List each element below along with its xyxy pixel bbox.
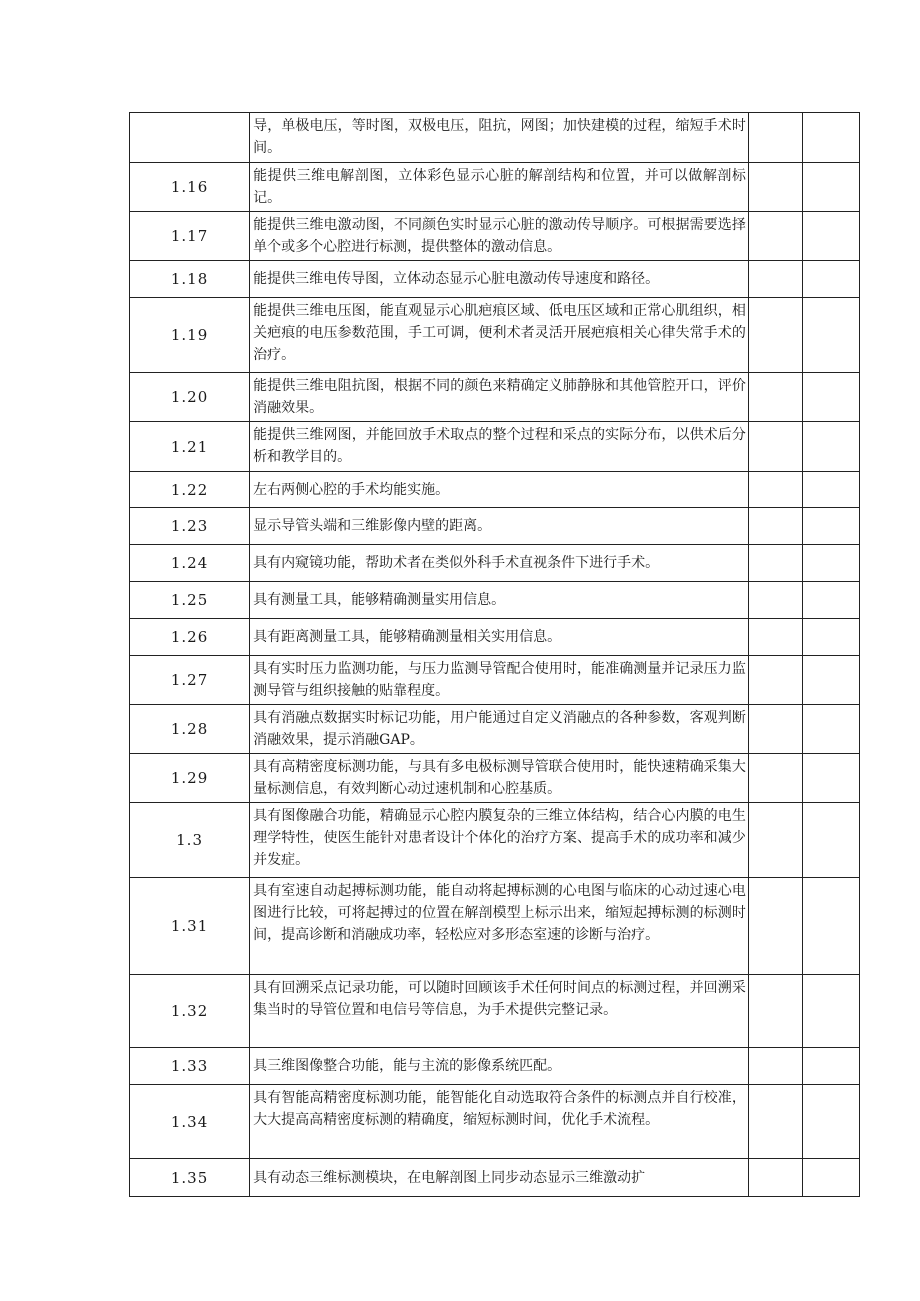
item-description: 能提供三维网图，并能回放手术取点的整个过程和采点的实际分布，以供术后分析和教学目的。 — [250, 422, 749, 472]
table-row — [130, 212, 860, 261]
table-row — [130, 1159, 860, 1197]
item-description: 具有测量工具，能够精确测量实用信息。 — [250, 582, 749, 619]
blank-cell — [748, 545, 802, 582]
blank-cell — [748, 803, 802, 878]
blank-cell — [802, 754, 859, 803]
blank-cell — [802, 1048, 859, 1085]
blank-cell — [802, 803, 859, 878]
table-row — [130, 298, 860, 373]
blank-cell — [748, 619, 802, 656]
item-description: 具有图像融合功能，精确显示心腔内膜复杂的三维立体结构，结合心内膜的电生理学特性，使医生能针对患者设计个体化的治疗方案、提高手术的成功率和减少并发症。 — [250, 803, 749, 878]
table-row — [130, 472, 860, 508]
item-description: 具有内窥镜功能，帮助术者在类似外科手术直视条件下进行手术。 — [250, 545, 749, 582]
table-row — [130, 261, 860, 298]
blank-cell — [802, 113, 859, 163]
item-number: 1.31 — [130, 878, 250, 975]
item-description: 具有实时压力监测功能，与压力监测导管配合使用时，能准确测量并记录压力监测导管与组织接触的贴靠程度。 — [250, 656, 749, 705]
item-number: 1.29 — [130, 754, 250, 803]
table-row — [130, 619, 860, 656]
blank-cell — [802, 1085, 859, 1159]
table-row — [130, 975, 860, 1048]
item-description: 显示导管头端和三维影像内壁的距离。 — [250, 508, 749, 545]
item-number: 1.34 — [130, 1085, 250, 1159]
item-description: 具有消融点数据实时标记功能，用户能通过自定义消融点的各种参数，客观判断消融效果，提示消融GAP。 — [250, 705, 749, 754]
table-row — [130, 508, 860, 545]
table-row — [130, 803, 860, 878]
blank-cell — [748, 163, 802, 212]
table-row — [130, 373, 860, 422]
item-description: 能提供三维电激动图，不同颜色实时显示心脏的激动传导顺序。可根据需要选择单个或多个心腔进行标测，提供整体的激动信息。 — [250, 212, 749, 261]
item-description: 导，单极电压，等时图，双极电压，阻抗，网图；加快建模的过程，缩短手术时间。 — [250, 113, 749, 163]
blank-cell — [748, 298, 802, 373]
item-description: 具有高精密度标测功能，与具有多电极标测导管联合使用时，能快速精确采集大量标测信息，有效判断心动过速机制和心腔基质。 — [250, 754, 749, 803]
blank-cell — [748, 212, 802, 261]
item-description: 左右两侧心腔的手术均能实施。 — [250, 472, 749, 508]
blank-cell — [802, 373, 859, 422]
table-row — [130, 754, 860, 803]
blank-cell — [802, 163, 859, 212]
blank-cell — [802, 975, 859, 1048]
table-row — [130, 163, 860, 212]
item-number: 1.26 — [130, 619, 250, 656]
table-row — [130, 582, 860, 619]
blank-cell — [802, 545, 859, 582]
item-number — [130, 113, 250, 163]
item-description: 具有距离测量工具，能够精确测量相关实用信息。 — [250, 619, 749, 656]
item-description: 能提供三维电传导图，立体动态显示心脏电激动传导速度和路径。 — [250, 261, 749, 298]
blank-cell — [748, 656, 802, 705]
item-number: 1.27 — [130, 656, 250, 705]
item-number: 1.19 — [130, 298, 250, 373]
item-description: 能提供三维电解剖图，立体彩色显示心脏的解剖结构和位置，并可以做解剖标记。 — [250, 163, 749, 212]
table-row — [130, 705, 860, 754]
table-row — [130, 545, 860, 582]
item-description: 具有回溯采点记录功能，可以随时回顾该手术任何时间点的标测过程，并回溯采集当时的导管位置和电信号等信息，为手术提供完整记录。 — [250, 975, 749, 1048]
table-row — [130, 422, 860, 472]
item-number: 1.3 — [130, 803, 250, 878]
blank-cell — [802, 472, 859, 508]
item-number: 1.25 — [130, 582, 250, 619]
item-number: 1.22 — [130, 472, 250, 508]
item-number: 1.32 — [130, 975, 250, 1048]
item-description: 具有室速自动起搏标测功能，能自动将起搏标测的心电图与临床的心动过速心电图进行比较，可将起搏过的位置在解剖模型上标示出来，缩短起搏标测的标测时间，提高诊断和消融成功率，轻松应对多形态室速的诊断与治疗。 — [250, 878, 749, 975]
item-number: 1.21 — [130, 422, 250, 472]
blank-cell — [802, 298, 859, 373]
blank-cell — [802, 422, 859, 472]
blank-cell — [748, 582, 802, 619]
table-row — [130, 113, 860, 163]
blank-cell — [748, 508, 802, 545]
blank-cell — [748, 373, 802, 422]
item-number: 1.18 — [130, 261, 250, 298]
blank-cell — [748, 1085, 802, 1159]
blank-cell — [802, 508, 859, 545]
table-row — [130, 1048, 860, 1085]
spec-table — [129, 112, 860, 1197]
blank-cell — [748, 754, 802, 803]
item-number: 1.23 — [130, 508, 250, 545]
item-description: 具有动态三维标测模块，在电解剖图上同步动态显示三维激动扩 — [250, 1159, 749, 1197]
blank-cell — [802, 619, 859, 656]
blank-cell — [748, 1159, 802, 1197]
item-description: 具有智能高精密度标测功能，能智能化自动选取符合条件的标测点并自行校准，大大提高高精密度标测的精确度，缩短标测时间，优化手术流程。 — [250, 1085, 749, 1159]
blank-cell — [802, 212, 859, 261]
blank-cell — [748, 422, 802, 472]
table-row — [130, 1085, 860, 1159]
table-row — [130, 878, 860, 975]
item-number: 1.16 — [130, 163, 250, 212]
blank-cell — [748, 1048, 802, 1085]
item-description: 能提供三维电阻抗图，根据不同的颜色来精确定义肺静脉和其他管腔开口，评价消融效果。 — [250, 373, 749, 422]
item-number: 1.28 — [130, 705, 250, 754]
blank-cell — [748, 472, 802, 508]
blank-cell — [802, 261, 859, 298]
blank-cell — [802, 656, 859, 705]
item-number: 1.33 — [130, 1048, 250, 1085]
item-number: 1.17 — [130, 212, 250, 261]
blank-cell — [802, 878, 859, 975]
blank-cell — [748, 975, 802, 1048]
item-description: 具三维图像整合功能，能与主流的影像系统匹配。 — [250, 1048, 749, 1085]
blank-cell — [748, 878, 802, 975]
blank-cell — [802, 582, 859, 619]
item-number: 1.35 — [130, 1159, 250, 1197]
blank-cell — [748, 261, 802, 298]
blank-cell — [748, 705, 802, 754]
item-number: 1.24 — [130, 545, 250, 582]
table-row — [130, 656, 860, 705]
item-number: 1.20 — [130, 373, 250, 422]
blank-cell — [802, 705, 859, 754]
blank-cell — [748, 113, 802, 163]
blank-cell — [802, 1159, 859, 1197]
item-description: 能提供三维电压图，能直观显示心肌疤痕区域、低电压区域和正常心肌组织，相关疤痕的电压参数范围，手工可调，便利术者灵活开展疤痕相关心律失常手术的治疗。 — [250, 298, 749, 373]
